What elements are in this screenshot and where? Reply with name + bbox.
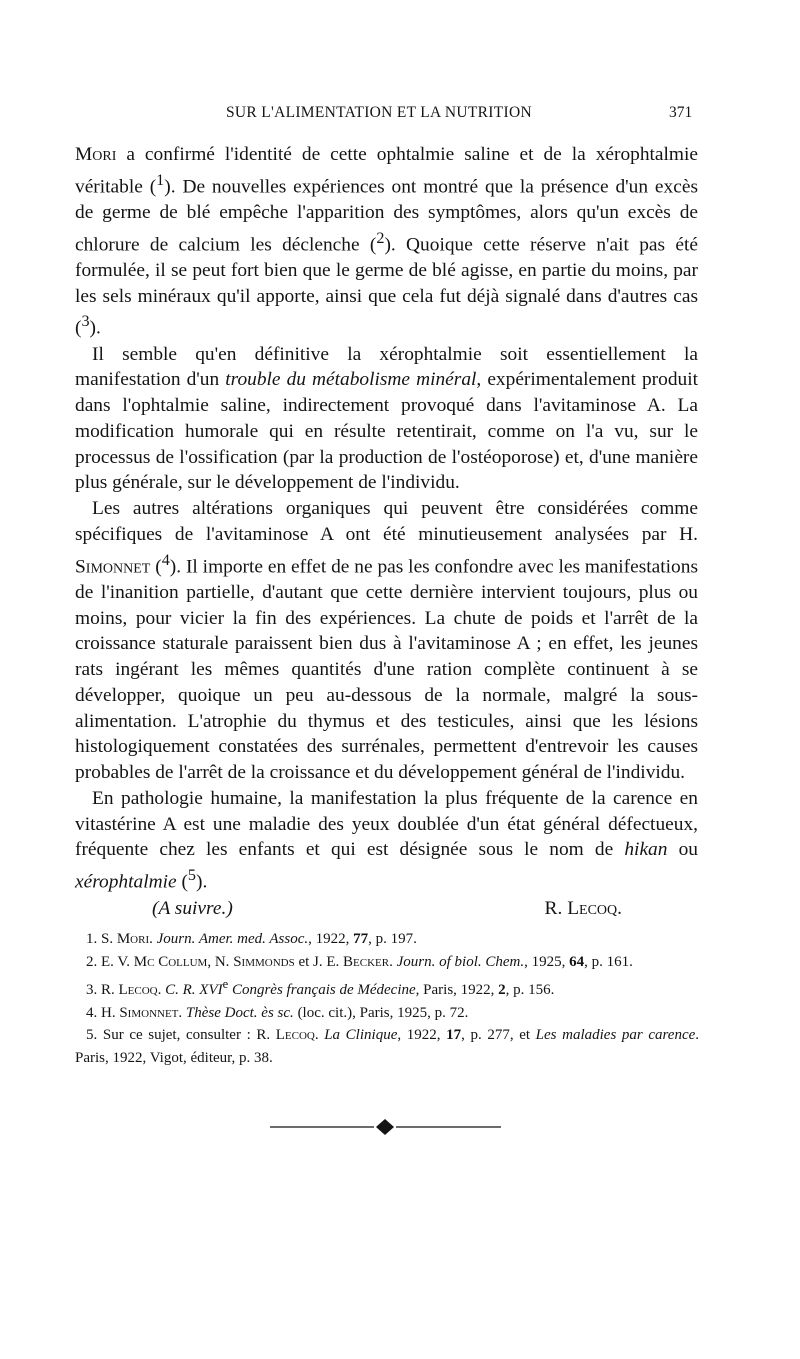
footnote-text: 2. E. V. [86,953,134,970]
running-header [0,104,800,128]
footnote-author: Lecoq [118,982,158,999]
footnote-text: . [314,1027,325,1044]
footnote-journal: Journ. of biol. Chem. [396,953,525,970]
paragraph-1-text: a confirmé l'identité de cette ophtalmie saline et de la xérophtalmie véritable ( [75,144,698,198]
note-ref-5: 5 [187,867,196,885]
footnote-text: 1. S. [86,931,117,947]
footnote-book-title: Les maladies par carence [535,1027,696,1044]
footnote-text: , p. 197. [368,931,417,947]
footnote-volume: 2 [498,982,506,999]
paragraph-4-text: ou [667,839,698,861]
footnote-text: . [178,1004,186,1021]
emphasis-trouble-metabolisme: trouble du métabolisme minéral [225,369,477,391]
page-number: 371 [669,104,693,121]
emphasis-xerophtalmie: xérophtalmie [75,871,177,893]
signature-initial: R. [544,898,568,920]
note-ref-2: 2 [376,229,385,247]
paragraph-2-text: Il semble qu'en définitive la xérophtalmie soit essentiellement la manifestation d'un [75,343,698,391]
paragraph-4 [75,786,698,895]
to-be-continued: (A suivre.) [152,898,233,920]
paragraph-1 [75,142,698,342]
footnote-journal: C. R. XVI [165,982,223,999]
paragraph-2-text: , expérimentalement produit dans l'ophtalmie saline, indirectement provoqué dans l'avitaminose A. La modification humorale qui en résulte retentirait, comme on l'a vu, sur le processus de l'ossification (par la production de l'ostéoporose) et, d'une manière plus générale, sur le développement de l'individu. [75,369,698,494]
end-ornament [270,1116,501,1138]
footnote-text: (loc. cit.), Paris, 1925, p. 72. [293,1004,469,1021]
paragraph-4-text: En pathologie humaine, la manifestation la plus fréquente de la carence en vitastérine A est une maladie des yeux doublée d'un état général défectueux, fréquente chez les enfants et qui est désignée sous le nom de [75,787,698,861]
footnote-text: , p. 277, et [461,1027,536,1044]
footnote-1 [75,928,699,951]
note-ref-4: 4 [161,551,170,569]
footnote-author: Mc Collum [133,953,208,970]
paragraph-1-text: ). Quoique cette réserve n'ait pas été formulée, il se peut fort bien que le germe de blé agisse, en partie du moins, par les sels minéraux qu'il apporte, ainsi que cela fut déjà signalé dans d'autres cas ( [75,234,698,339]
body-text [75,142,698,928]
footnote-author: Mori [116,931,150,947]
paragraph-1-text: ). [89,317,101,339]
footnote-text: 4. H. [86,1004,120,1021]
footnote-author: Simmonds [233,953,295,970]
footnote-text: , N. [207,953,234,970]
footnote-text: 3. R. [86,982,119,999]
footnote-volume: 64 [569,953,585,970]
author-name-mori: Mori [75,144,117,165]
footnote-text: , p. 156. [505,982,555,999]
footnote-2 [75,951,699,974]
emphasis-hikan: hikan [624,839,668,861]
footnote-text: . [149,931,157,947]
footnote-3 [75,973,699,1002]
footnote-text: , p. 161. [584,953,633,970]
paragraph-3-text: ( [150,556,162,578]
footnote-text: 5. Sur ce sujet, consulter : R. [86,1027,276,1044]
note-ref-3: 3 [81,313,90,331]
paragraph-4-text: ( [176,871,188,893]
footnote-text: . [157,982,166,999]
footnote-volume: 77 [353,931,369,947]
author-name-simonnet: Simonnet [75,556,151,578]
paragraph-3-text: Les autres altérations organiques qui peuvent être considérées comme spécifiques de l'avitaminose A ont été minutieusement analysées par H. [75,498,698,545]
paragraph-1-text: ). De nouvelles expériences ont montré que la présence d'un excès de germe de blé empêche l'apparition des symptômes, alors qu'un excès de chlorure de calcium les déclenche ( [75,176,698,256]
note-ref-1: 1 [156,171,165,189]
footnote-journal: La Clinique [324,1027,398,1044]
footnote-text: , 1922, [397,1027,447,1044]
paragraph-3-text: ). Il importe en effet de ne pas les confondre avec les manifestations de l'inanition partielle, d'autant que cette dernière intervient toujours, plus ou moins, pour vicier la fin des expériences. La chute de poids et l'arrêt de la croissance staturale paraissent bien dus à l'avitaminose A ; en effet, les jeunes rats ingérant les mêmes quantités d'une ration complète continuent à se développer, quoique un peu au-dessous de la normale, malgré la sous-alimentation. L'atrophie du thymus et des testicules, ainsi que les lésions histologiquement constatées des surrénales, permettent d'entrevoir les causes probables de l'arrêt de la croissance et du développement général de l'individu. [75,556,698,784]
running-title: SUR L'ALIMENTATION ET LA NUTRITION [226,104,532,121]
footnote-text: . [389,953,397,970]
footnote-text: , 1925, [524,953,570,970]
footnote-volume: 17 [446,1027,462,1044]
footnote-5 [75,1024,699,1069]
paragraph-4-text: ). [195,871,208,893]
footnote-4 [75,1002,699,1025]
footnotes [75,928,699,1070]
author-signature [545,898,622,920]
footnote-journal: Thèse Doct. ès sc. [185,1004,294,1021]
footnote-journal: Journ. Amer. med. Assoc. [156,931,309,947]
paragraph-3 [75,496,698,786]
signature-name: Lecoq. [567,898,622,920]
footnote-author: Simonnet [119,1004,179,1021]
footnote-text: . Paris, 1922, Vigot, éditeur, p. 38. [75,1027,700,1066]
footnote-superscript: e [222,977,229,992]
paragraph-2 [75,342,698,497]
footnote-author: Becker [343,953,390,970]
closing-line [75,898,698,928]
footnote-author: Lecoq [275,1027,315,1044]
footnote-text: et J. E. [294,953,344,970]
footnote-text: , Paris, 1922, [415,982,499,999]
footnote-text: , 1922, [308,931,354,947]
diamond-icon [376,1119,394,1135]
footnote-journal: Congrès français de Médecine [228,982,416,999]
